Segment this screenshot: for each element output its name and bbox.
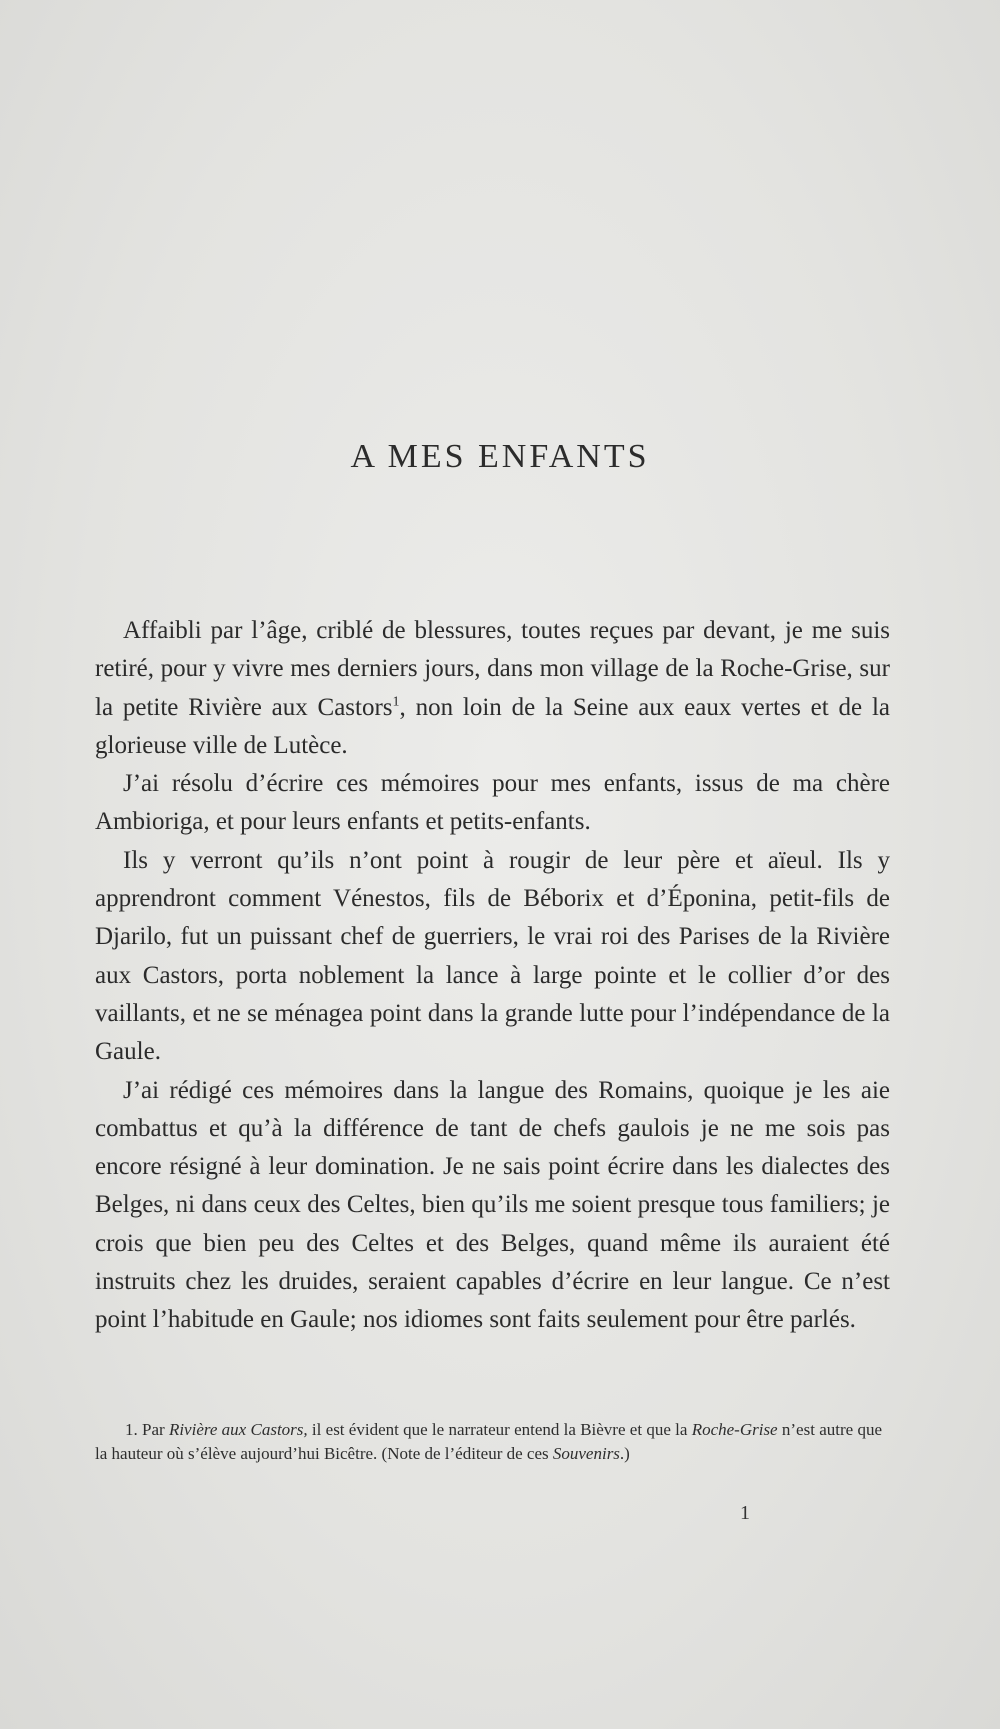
- paragraph: [95, 612, 890, 765]
- footnote-fragment: n’est autre que la hauteur où s’élève aujourd’hui Bicêtre. (Note de l’éditeur de ces: [95, 1420, 882, 1463]
- footnote-marker[interactable]: 1: [392, 694, 400, 710]
- body-text: [95, 612, 890, 1340]
- paragraph-text: Affaibli par l’âge, criblé de blessures, toutes reçues par devant, je me suis retiré, pour y vivre mes derniers jours, dans mon village de la Roche-Grise, sur la petite Rivière aux Castors: [95, 617, 890, 721]
- footnote-text: [95, 1418, 882, 1465]
- chapter-title: A MES ENFANTS: [350, 438, 650, 475]
- footnote-italic: Rivière aux Castors,: [168, 1420, 308, 1439]
- footnote-fragment: .): [619, 1443, 630, 1463]
- footnote-italic: Roche-Grise: [691, 1420, 778, 1439]
- footnote-number: 1.: [125, 1420, 138, 1439]
- paragraph: J’ai résolu d’écrire ces mémoires pour mes enfants, issus de ma chère Ambioriga, et pour leurs enfants et petits-enfants.: [95, 770, 890, 836]
- paragraph: J’ai rédigé ces mémoires dans la langue des Romains, quoique je les aie combattus et qu’à la différence de tant de chefs gaulois je ne me sois pas encore résigné à leur domination. Je ne sais point écrire dans les dialectes des Belges, ni dans ceux des Celtes, bien qu’ils me soient presque tous familiers; je crois que bien peu des Celtes et des Belges, quand même ils auraient été instruits chez les druides, seraient capables d’écrire en leur langue. Ce n’est point l’habitude en Gaule; nos idiomes sont faits seulement pour être parlés.: [95, 1076, 890, 1334]
- footnote-fragment: il est évident que le narrateur entend la Bièvre et que la: [307, 1420, 692, 1439]
- paragraph-text: , non loin de la Seine aux eaux vertes et de la glorieuse ville de Lutèce.: [95, 693, 890, 759]
- footnote-italic: Souvenirs: [552, 1443, 620, 1463]
- paragraph: Ils y verront qu’ils n’ont point à rougir de leur père et aïeul. Ils y apprendront comment Vénestos, fils de Béborix et d’Éponina, petit-fils de Djarilo, fut un puissant chef de guerriers, le vrai roi des Parises de la Rivière aux Castors, porta noblement la lance à large pointe et le collier d’or des vaillants, et ne se ménagea point dans la grande lutte pour l’indépendance de la Gaule.: [95, 846, 890, 1066]
- footnote: [95, 1418, 882, 1465]
- footnote-fragment: Par: [137, 1420, 169, 1439]
- page-number: 1: [740, 1502, 750, 1524]
